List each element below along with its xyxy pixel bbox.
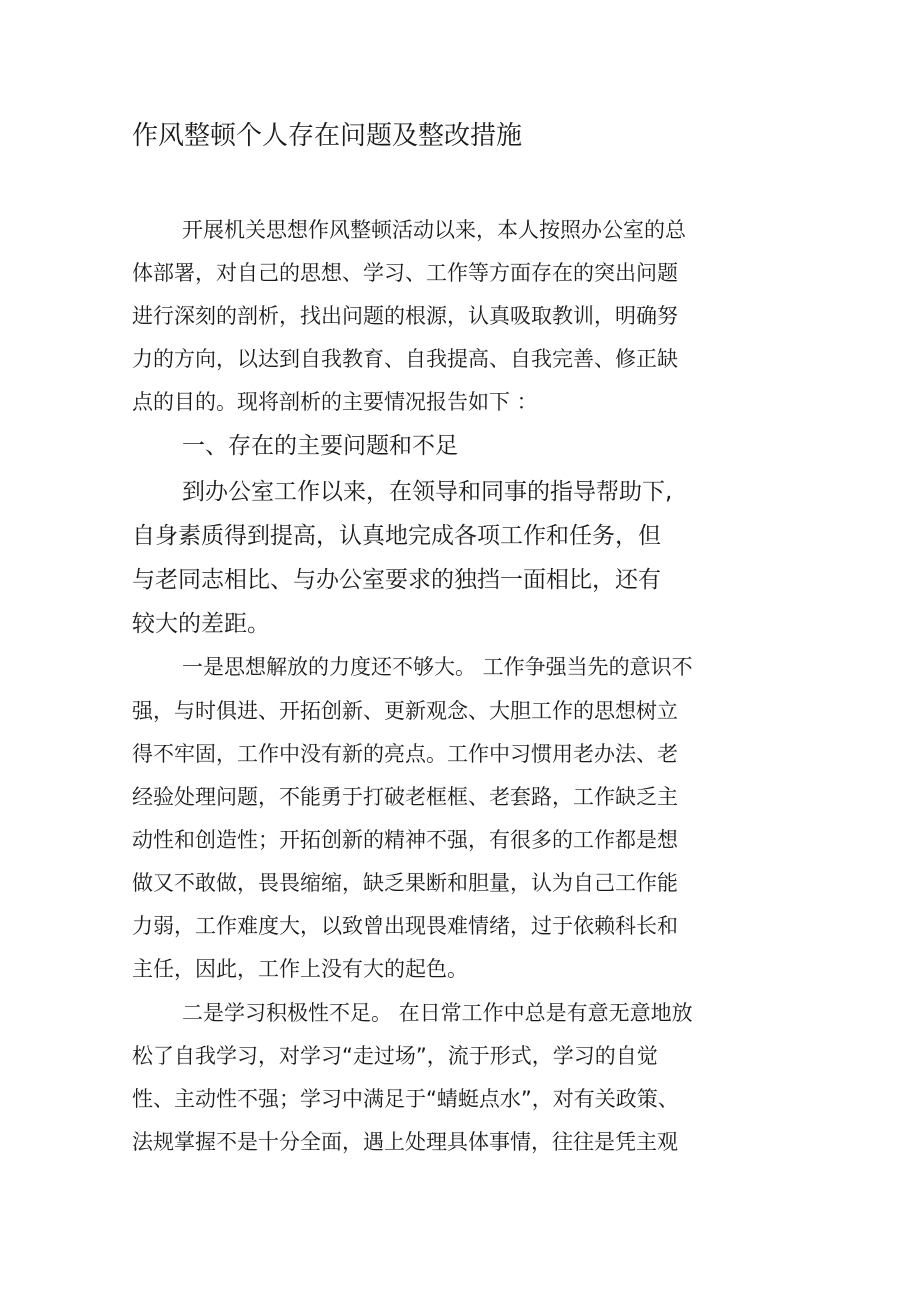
paragraph-line: 体部署，对自己的思想、学习、工作等方面存在的突出问题 — [132, 261, 678, 285]
paragraph-line: 点的目的。现将剖析的主要情况报告如下 ： — [132, 390, 538, 414]
paragraph-line: 一是思想解放的力度还不够大。 工作争强当先的意识不 — [182, 655, 693, 679]
paragraph-line: 自身素质得到提高，认真地完成各项工作和任务，但 — [132, 523, 661, 549]
paragraph-line: 二是学习积极性不足。 在日常工作中总是有意无意地放 — [182, 1001, 693, 1025]
paragraph-line: 强，与时俱进、开拓创新、更新观念、大胆工作的思想树立 — [132, 699, 678, 723]
paragraph-line: 松了自我学习，对学习“走过场”，流于形式，学习的自觉 — [132, 1044, 658, 1068]
paragraph-line: 较大的差距。 — [132, 611, 270, 637]
paragraph-line: 动性和创造性；开拓创新的精神不强，有很多的工作都是想 — [132, 828, 678, 852]
paragraph-line: 性、主动性不强；学习中满足于“蜻蜓点水”，对有关政策、 — [132, 1087, 679, 1111]
paragraph-line: 进行深刻的剖析，找出问题的根源，认真吸取教训，明确努 — [132, 304, 678, 328]
paragraph-line: 做又不敢做，畏畏缩缩，缺乏果断和胆量，认为自己工作能 — [132, 871, 678, 895]
section-heading: 一、存在的主要问题和不足 — [182, 433, 458, 459]
paragraph-line: 得不牢固，工作中没有新的亮点。工作中习惯用老办法、老 — [132, 742, 678, 766]
paragraph-line: 与老同志相比、与办公室要求的独挡一面相比，还有 — [132, 567, 661, 593]
document-title: 作风整顿个人存在问题及整改措施 — [132, 121, 523, 151]
paragraph-line: 经验处理问题，不能勇于打破老框框、老套路，工作缺乏主 — [132, 785, 678, 809]
paragraph-line: 法规掌握不是十分全面，遇上处理具体事情，往往是凭主观 — [132, 1130, 678, 1154]
paragraph-line: 到办公室工作以来，在领导和同事的指导帮助下, — [182, 479, 673, 505]
paragraph-line: 力的方向，以达到自我教育、自我提高、自我完善、修正缺 — [132, 347, 678, 371]
paragraph-line: 主任，因此，工作上没有大的起色。 — [132, 957, 468, 981]
paragraph-line: 力弱，工作难度大，以致曾出现畏难情绪，过于依赖科长和 — [132, 914, 678, 938]
paragraph-line: 开展机关思想作风整顿活动以来，本人按照办公室的总 — [182, 218, 686, 242]
